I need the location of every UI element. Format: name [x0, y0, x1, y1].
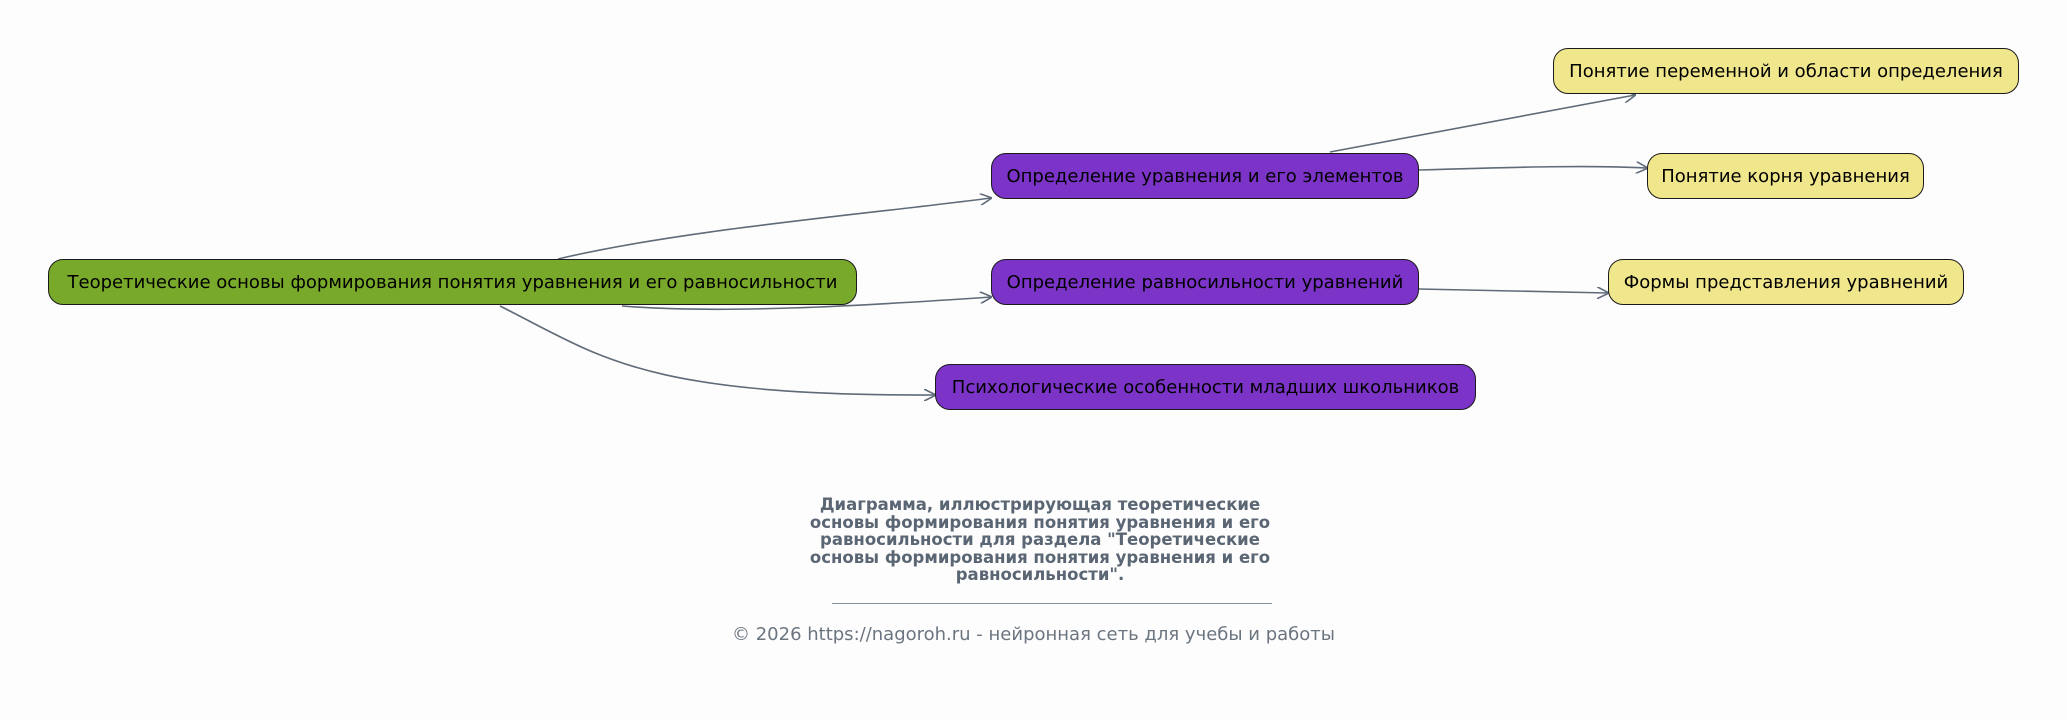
edge-definition-equation-to-root-concept	[1419, 167, 1647, 170]
caption-line: основы формирования понятия уравнения и его	[809, 547, 1271, 567]
node-psychology	[935, 364, 1476, 410]
edge-root-to-psychology	[500, 306, 935, 395]
edge-definition-equation-to-variable-domain	[1330, 95, 1635, 152]
edge-root-to-definition-equation	[558, 198, 991, 259]
edge-definition-equivalence-to-forms	[1419, 289, 1608, 293]
caption-line: равносильности".	[955, 565, 1125, 585]
node-forms	[1608, 259, 1964, 305]
node-variable-domain	[1553, 48, 2019, 94]
node-root-concept	[1647, 153, 1924, 199]
node-definition-equivalence	[991, 259, 1419, 305]
node-definition-equivalence-label: Определение равносильности уравнений	[1006, 271, 1404, 293]
caption-divider	[832, 603, 1272, 604]
diagram-caption	[780, 496, 1300, 584]
node-definition-equation	[991, 153, 1419, 199]
node-root-theoretical-foundations	[48, 259, 857, 305]
node-variable-domain-label: Понятие переменной и области определения	[1569, 60, 2003, 82]
node-root-concept-label: Понятие корня уравнения	[1661, 165, 1910, 187]
node-forms-label: Формы представления уравнений	[1623, 271, 1949, 293]
node-definition-equation-label: Определение уравнения и его элементов	[1006, 165, 1404, 187]
caption-line: Диаграмма, иллюстрирующая теоретические	[819, 495, 1261, 514]
node-root-label: Теоретические основы формирования понятия уравнения и его равносильности	[67, 271, 838, 293]
footer-copyright: © 2026 https://nagoroh.ru - нейронная сеть для учебы и работы	[731, 624, 1335, 645]
caption-line: равносильности для раздела "Теоретические	[820, 530, 1260, 550]
caption-line: основы формирования понятия уравнения и его	[809, 512, 1271, 532]
node-psychology-label: Психологические особенности младших школьников	[951, 376, 1460, 398]
